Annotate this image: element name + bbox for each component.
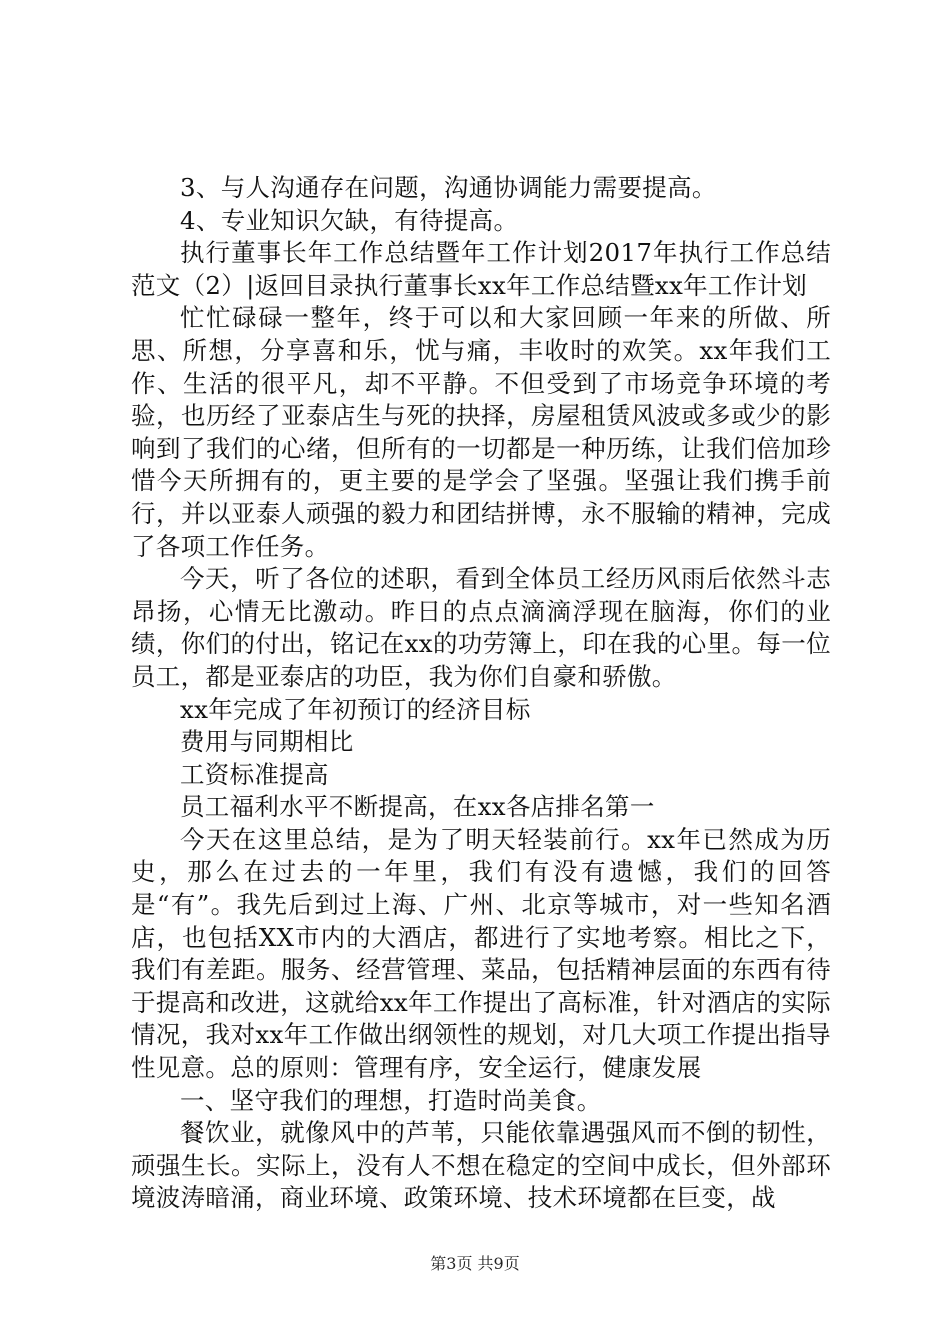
page-number: 第3页 共9页 <box>430 1254 520 1273</box>
paragraph: xx年完成了年初预订的经济目标 <box>180 694 531 724</box>
paragraph: 忙忙碌碌一整年，终于可以和大家回顾一年来的所做、所思、所想，分享喜和乐，忧与痛，丰收时的欢笑。xx年我们工作、生活的很平凡，却不平静。不但受到了市场竞争环境的考验，也历经了亚泰店生与死的抉择，房屋租赁风波或多或少的影响到了我们的心绪，但所有的一切都是一种历练，让我们倍加珍惜今天所拥有的，更主要的是学会了坚强。坚强让我们携手前行，并以亚泰人顽强的毅力和团结拼博，永不服输的精神，完成了各项工作任务。 <box>131 303 831 561</box>
paragraph: 今天在这里总结，是为了明天轻装前行。xx年已然成为历史，那么在过去的一年里，我们有没有遗憾，我们的回答是“有”。我先后到过上海、广州、北京等城市，对一些知名酒店，也包括XX市内的大酒店，都进行了实地考察。相比之下，我们有差距。服务、经营管理、菜品，包括精神层面的东西有待于提高和改进，这就给xx年工作提出了高标准，针对酒店的实际情况，我对xx年工作做出纲领性的规划，对几大项工作提出指导性见意。总的原则：管理有序，安全运行，健康发展 <box>131 824 831 1083</box>
document-body <box>131 172 831 1215</box>
paragraph: 工资标准提高 <box>180 759 329 789</box>
paragraph: 3、与人沟通存在问题，沟通协调能力需要提高。 <box>180 173 717 202</box>
paragraph: 员工福利水平不断提高，在xx各店排名第一 <box>180 792 655 822</box>
paragraph: 执行董事长年工作总结暨年工作计划2017年执行工作总结范文（2）|返回目录执行董事长xx年工作总结暨xx年工作计划 <box>131 238 831 300</box>
paragraph: 餐饮业，就像风中的芦苇，只能依靠遇强风而不倒的韧性，顽强生长。实际上，没有人不想在稳定的空间中成长，但外部环境波涛暗涌，商业环境、政策环境、技术环境都在巨变，战 <box>131 1118 831 1213</box>
paragraph: 费用与同期相比 <box>180 727 354 757</box>
paragraph: 4、专业知识欠缺，有待提高。 <box>180 205 519 235</box>
paragraph: 一、坚守我们的理想，打造时尚美食。 <box>180 1085 602 1115</box>
paragraph: 今天，听了各位的述职，看到全体员工经历风雨后依然斗志昂扬，心情无比激动。昨日的点点滴滴浮现在脑海，你们的业绩，你们的付出，铭记在xx的功劳簿上，印在我的心里。每一位员工，都是亚泰店的功臣，我为你们自豪和骄傲。 <box>131 564 831 691</box>
page-footer <box>0 1254 950 1274</box>
